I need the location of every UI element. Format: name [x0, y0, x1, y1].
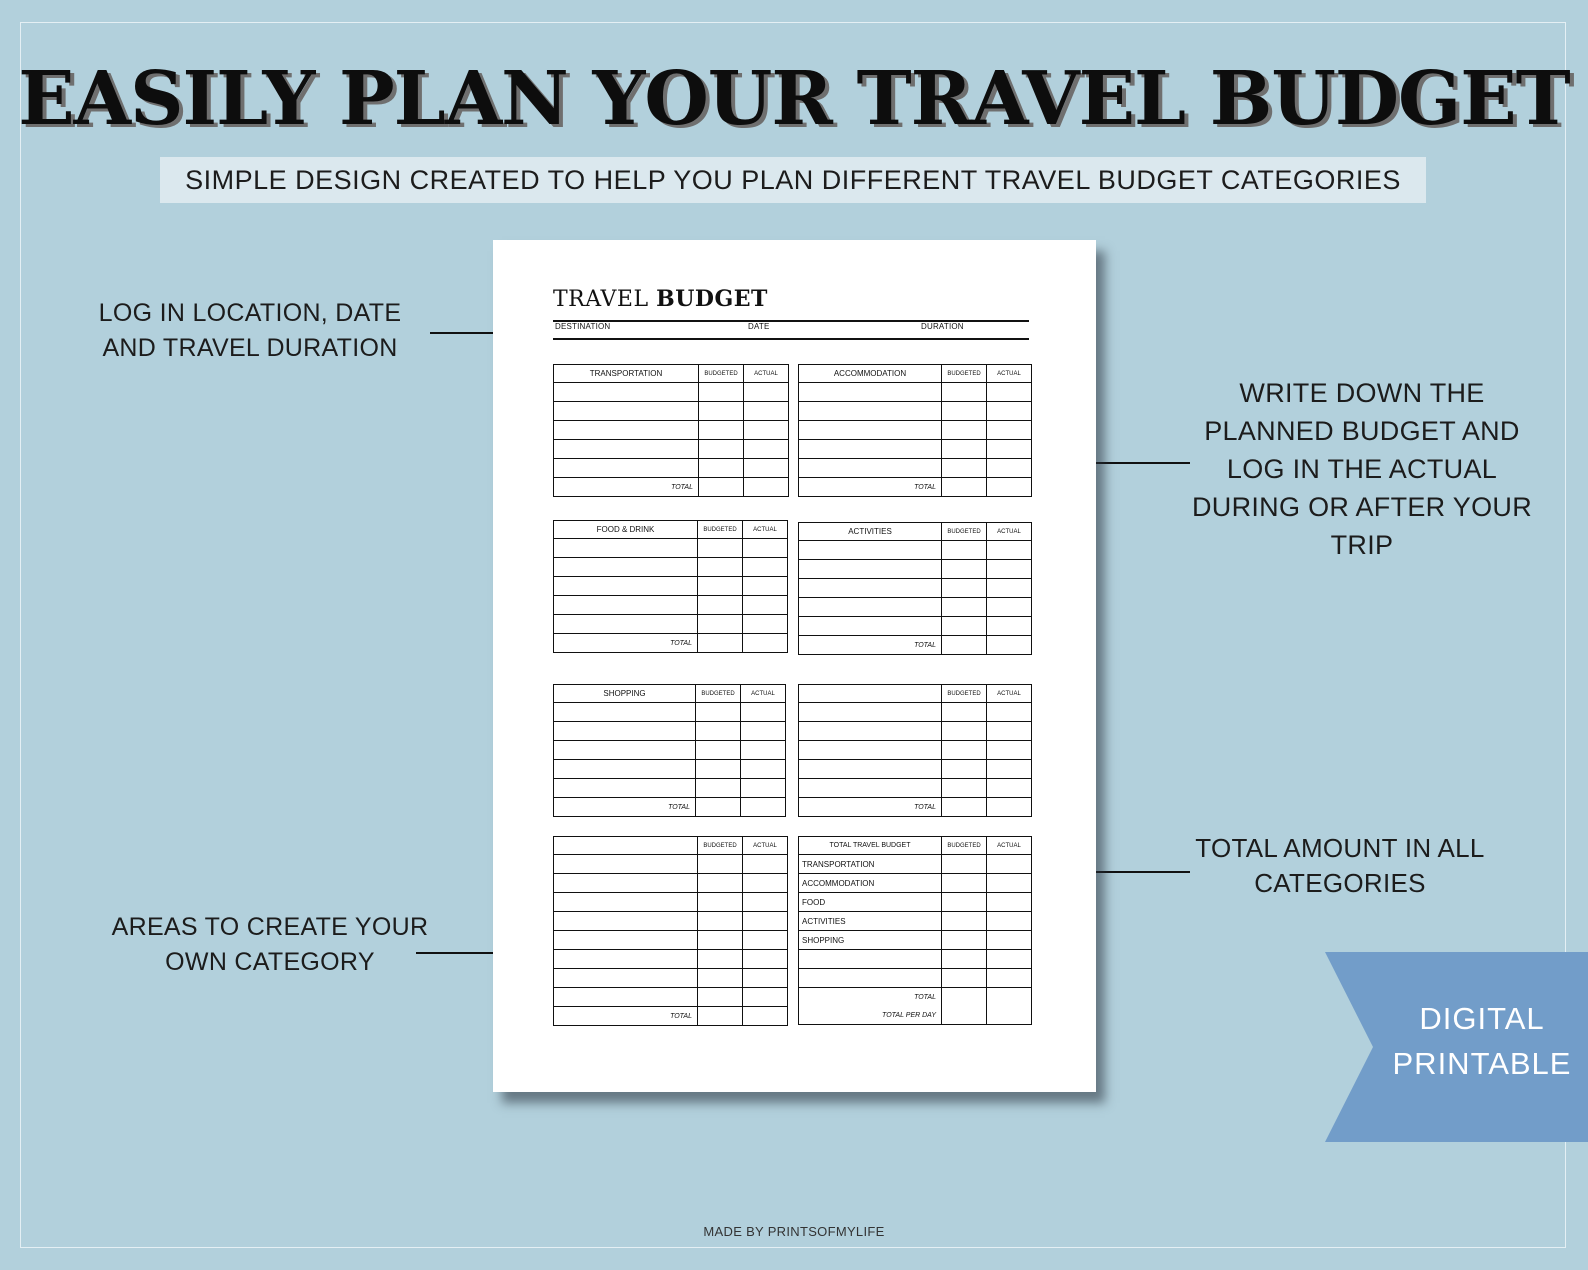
- table-row[interactable]: [799, 459, 1032, 478]
- summary-row-accommodation[interactable]: [799, 874, 1032, 893]
- table-heading: TRANSPORTATION: [554, 365, 699, 383]
- col-actual: ACTUAL: [987, 523, 1032, 541]
- table-row[interactable]: [554, 893, 788, 912]
- total-actual-cell[interactable]: [744, 478, 789, 497]
- info-rule: [553, 338, 1029, 340]
- note-location-line-2: AND TRAVEL DURATION: [102, 334, 398, 362]
- total-budgeted-cell[interactable]: [942, 636, 987, 655]
- destination-label: DESTINATION: [555, 322, 611, 331]
- budget-table-food-drink: [553, 520, 788, 653]
- table-row[interactable]: [799, 722, 1032, 741]
- per-day-budgeted-cell[interactable]: [942, 1006, 987, 1025]
- table-row[interactable]: [554, 931, 788, 950]
- col-budgeted: BUDGETED: [696, 685, 741, 703]
- table-row[interactable]: [554, 988, 788, 1007]
- summary-row-activities[interactable]: [799, 912, 1032, 931]
- summary-item-label: FOOD: [799, 893, 942, 912]
- budget-table-activities: [798, 522, 1032, 655]
- table-heading: ACTIVITIES: [799, 523, 942, 541]
- col-actual: ACTUAL: [987, 365, 1032, 383]
- table-row[interactable]: [799, 760, 1032, 779]
- table-row[interactable]: [554, 703, 786, 722]
- table-heading: ACCOMMODATION: [799, 365, 942, 383]
- per-day-actual-cell[interactable]: [987, 1006, 1032, 1025]
- col-budgeted: BUDGETED: [942, 365, 987, 383]
- table-row[interactable]: [799, 598, 1032, 617]
- col-actual: ACTUAL: [741, 685, 786, 703]
- budget-sheet: [493, 240, 1096, 1092]
- total-label: TOTAL: [554, 1007, 698, 1026]
- table-row[interactable]: [799, 402, 1032, 421]
- table-row[interactable]: [799, 421, 1032, 440]
- table-row[interactable]: [799, 541, 1032, 560]
- total-label: TOTAL: [799, 798, 942, 817]
- table-row[interactable]: [554, 760, 786, 779]
- summary-row-food[interactable]: [799, 893, 1032, 912]
- ribbon-line-2: PRINTABLE: [1392, 1046, 1572, 1081]
- note-planned-budget: [1172, 374, 1552, 564]
- headline: EASILY PLAN YOUR TRAVEL BUDGET: [18, 56, 1570, 142]
- table-row[interactable]: [799, 703, 1032, 722]
- table-row[interactable]: [554, 440, 789, 459]
- summary-row-transportation[interactable]: [799, 855, 1032, 874]
- table-row[interactable]: [554, 596, 788, 615]
- ribbon-label: [1372, 996, 1588, 1086]
- sheet-title-bold: BUDGET: [656, 286, 768, 312]
- total-label: TOTAL: [554, 798, 696, 817]
- table-row[interactable]: [799, 950, 1032, 969]
- table-heading: SHOPPING: [554, 685, 696, 703]
- col-budgeted: BUDGETED: [699, 365, 744, 383]
- table-row[interactable]: [799, 969, 1032, 988]
- table-row[interactable]: [554, 577, 788, 596]
- total-actual-cell[interactable]: [987, 478, 1032, 497]
- note-planned-line-2: PLANNED BUDGET AND: [1204, 416, 1520, 446]
- total-actual-cell[interactable]: [743, 1007, 788, 1026]
- sheet-title-light: TRAVEL: [553, 287, 649, 312]
- sheet-title: [553, 286, 768, 312]
- table-row[interactable]: [554, 539, 788, 558]
- col-budgeted: BUDGETED: [942, 685, 987, 703]
- total-label: TOTAL: [554, 634, 698, 653]
- table-heading: FOOD & DRINK: [554, 521, 698, 539]
- table-row[interactable]: [554, 874, 788, 893]
- note-total-line-1: TOTAL AMOUNT IN ALL: [1195, 833, 1485, 863]
- note-location-line-1: LOG IN LOCATION, DATE: [98, 299, 402, 327]
- budget-table-custom-left: [553, 836, 788, 1026]
- table-row[interactable]: [554, 558, 788, 577]
- col-actual: ACTUAL: [744, 365, 789, 383]
- total-actual-cell[interactable]: [987, 988, 1032, 1007]
- total-budgeted-cell[interactable]: [942, 478, 987, 497]
- ribbon-line-1: DIGITAL: [1419, 1001, 1545, 1036]
- table-row[interactable]: [554, 741, 786, 760]
- total-actual-cell[interactable]: [987, 798, 1032, 817]
- table-row[interactable]: [799, 617, 1032, 636]
- summary-item-label: ACCOMMODATION: [799, 874, 942, 893]
- budget-table-accommodation: [798, 364, 1032, 497]
- summary-row-shopping[interactable]: [799, 931, 1032, 950]
- col-budgeted: BUDGETED: [698, 837, 743, 855]
- total-per-day-label: TOTAL PER DAY: [799, 1006, 942, 1025]
- table-row[interactable]: [554, 950, 788, 969]
- note-own-category-line-2: OWN CATEGORY: [165, 948, 375, 976]
- col-actual: ACTUAL: [987, 837, 1032, 855]
- table-row[interactable]: [554, 421, 789, 440]
- total-label: TOTAL: [554, 478, 699, 497]
- table-heading-blank[interactable]: [799, 685, 942, 703]
- total-budgeted-cell[interactable]: [942, 798, 987, 817]
- note-planned-line-4: DURING OR AFTER YOUR: [1191, 492, 1533, 522]
- table-row[interactable]: [799, 440, 1032, 459]
- total-budgeted-cell[interactable]: [942, 988, 987, 1007]
- col-budgeted: BUDGETED: [942, 837, 987, 855]
- summary-item-label: TRANSPORTATION: [799, 855, 942, 874]
- table-row[interactable]: [554, 912, 788, 931]
- note-planned-line-1: WRITE DOWN THE: [1239, 378, 1485, 408]
- table-row[interactable]: [554, 969, 788, 988]
- table-row[interactable]: [554, 459, 789, 478]
- table-row[interactable]: [799, 741, 1032, 760]
- budget-table-custom-right: [798, 684, 1032, 817]
- duration-label: DURATION: [921, 322, 964, 331]
- total-travel-budget-table: [798, 836, 1032, 1025]
- table-row[interactable]: [554, 615, 788, 634]
- note-own-category-line-1: AREAS TO CREATE YOUR: [111, 913, 429, 941]
- note-total-line-2: CATEGORIES: [1254, 868, 1426, 898]
- total-budgeted-cell[interactable]: [698, 634, 743, 653]
- budget-table-transportation: [553, 364, 789, 497]
- total-budgeted-cell[interactable]: [698, 1007, 743, 1026]
- footer-credit: MADE BY PRINTSOFMYLIFE: [703, 1224, 885, 1239]
- table-heading-blank[interactable]: [554, 837, 698, 855]
- total-label: TOTAL: [799, 478, 942, 497]
- table-row[interactable]: [799, 560, 1032, 579]
- table-row[interactable]: [554, 722, 786, 741]
- note-planned-line-3: LOG IN THE ACTUAL: [1226, 454, 1498, 484]
- col-actual: ACTUAL: [987, 685, 1032, 703]
- budget-table-shopping: [553, 684, 786, 817]
- summary-item-label: ACTIVITIES: [799, 912, 942, 931]
- total-budgeted-cell[interactable]: [699, 478, 744, 497]
- note-own-category: [100, 910, 440, 980]
- col-actual: ACTUAL: [743, 521, 788, 539]
- table-row[interactable]: [799, 579, 1032, 598]
- table-row[interactable]: [799, 779, 1032, 798]
- table-row[interactable]: [799, 383, 1032, 402]
- col-actual: ACTUAL: [743, 837, 788, 855]
- total-actual-cell[interactable]: [741, 798, 786, 817]
- note-location: [80, 296, 420, 366]
- col-budgeted: BUDGETED: [942, 523, 987, 541]
- total-actual-cell[interactable]: [743, 634, 788, 653]
- table-row[interactable]: [554, 383, 789, 402]
- total-actual-cell[interactable]: [987, 636, 1032, 655]
- total-label: TOTAL: [799, 636, 942, 655]
- subtitle-band: SIMPLE DESIGN CREATED TO HELP YOU PLAN DIFFERENT TRAVEL BUDGET CATEGORIES: [160, 157, 1426, 203]
- note-total-amount: [1170, 831, 1510, 901]
- col-budgeted: BUDGETED: [698, 521, 743, 539]
- total-label: TOTAL: [799, 988, 942, 1007]
- table-row[interactable]: [554, 779, 786, 798]
- table-row[interactable]: [554, 402, 789, 421]
- date-label: DATE: [748, 322, 770, 331]
- note-planned-line-5: TRIP: [1330, 530, 1394, 560]
- summary-item-label: SHOPPING: [799, 931, 942, 950]
- total-budgeted-cell[interactable]: [696, 798, 741, 817]
- table-row[interactable]: [554, 855, 788, 874]
- table-heading: TOTAL TRAVEL BUDGET: [799, 837, 942, 855]
